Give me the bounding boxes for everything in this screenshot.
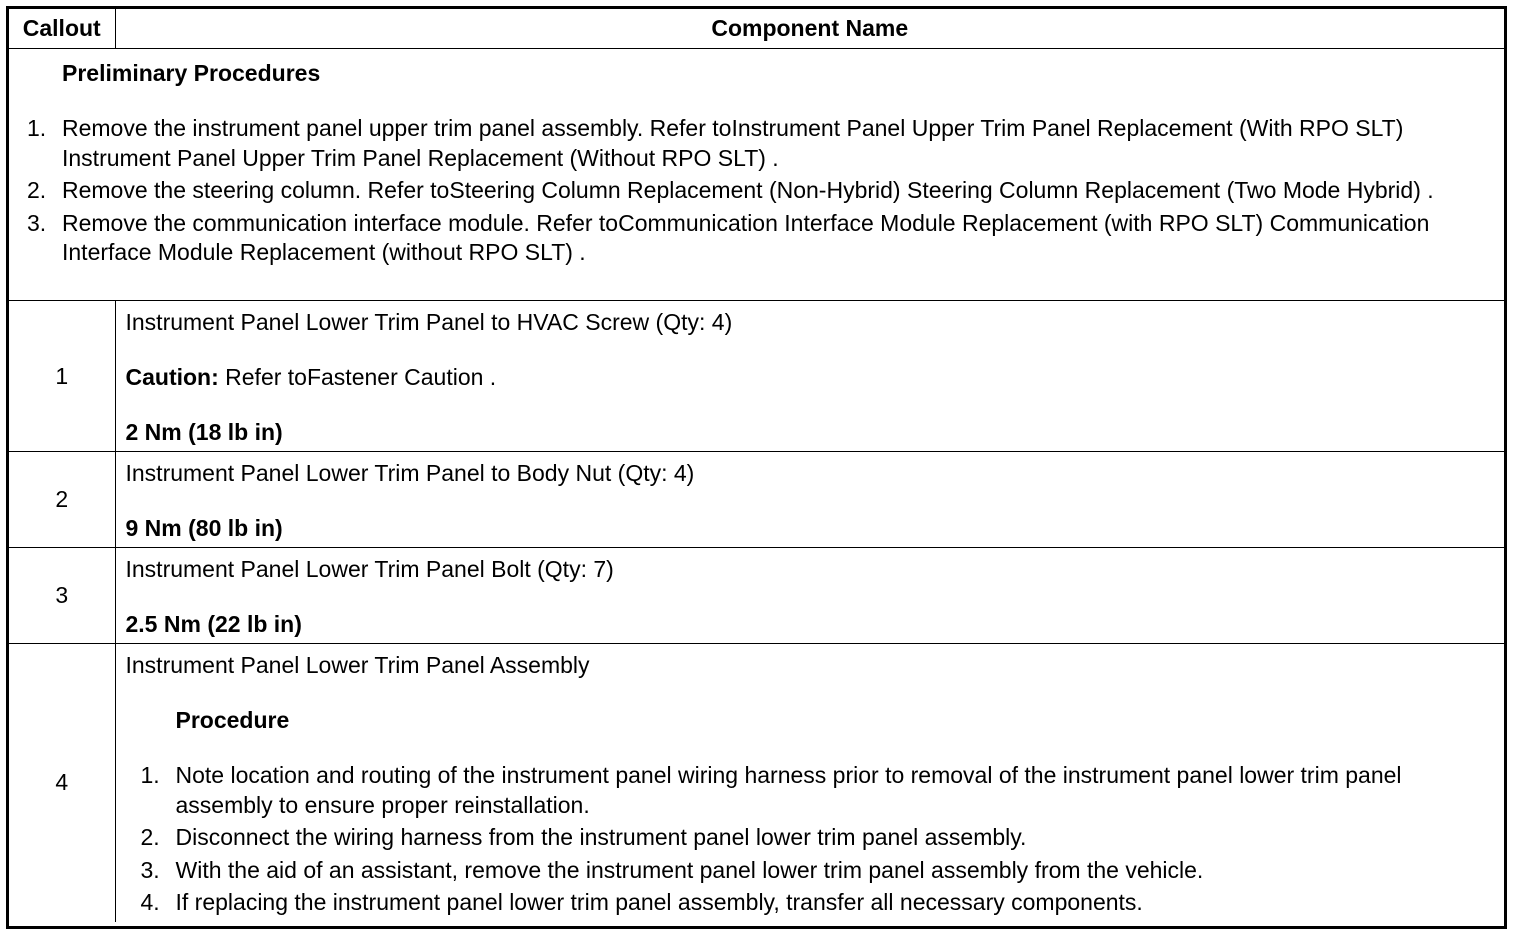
table-row: [9, 548, 1504, 644]
step-text: Remove the steering column. Refer toSteering Column Replacement (Non-Hybrid) Steering Column Replacement (Two Mode Hybrid) .: [62, 177, 1434, 203]
preliminary-steps: [9, 114, 1504, 268]
table-header-row: [9, 9, 1504, 49]
procedure-table-frame: [6, 6, 1507, 929]
procedure-steps: [126, 761, 1495, 918]
torque-spec: 2.5 Nm (22 lb in): [125, 611, 302, 637]
callout-number: 2: [9, 452, 115, 548]
table-row: [9, 452, 1504, 548]
component-cell: [115, 301, 1504, 452]
table-row: [9, 301, 1504, 452]
caution-note: [126, 364, 1495, 391]
procedure-step: [126, 856, 1495, 886]
preliminary-cell: [9, 49, 1504, 301]
step-text: Remove the communication interface module. Refer toCommunication Interface Module Replacement (with RPO SLT) Communication Interface Module Replacement (without RPO SLT) .: [62, 209, 1430, 265]
step-number: 1.: [27, 115, 47, 141]
procedure-step: [126, 888, 1495, 918]
caution-label: Caution:: [125, 364, 219, 390]
preliminary-row: [9, 49, 1504, 301]
procedure-step: [126, 761, 1495, 820]
callout-number: 4: [9, 644, 115, 922]
step-text: If replacing the instrument panel lower trim panel assembly, transfer all necessary components.: [175, 889, 1143, 915]
step-text: Remove the instrument panel upper trim panel assembly. Refer toInstrument Panel Upper Trim Panel Replacement (With RPO SLT) Instrument Panel Upper Trim Panel Replacement (Without RPO SLT) .: [62, 115, 1404, 171]
step-number: 1.: [140, 762, 160, 788]
callout-number: 3: [9, 548, 115, 644]
component-name: Instrument Panel Lower Trim Panel Bolt (Qty: 7): [125, 556, 614, 582]
preliminary-step: [9, 176, 1504, 206]
step-number: 2.: [140, 824, 160, 850]
component-table: [9, 9, 1504, 922]
caution-text: Refer toFastener Caution .: [218, 364, 497, 390]
step-number: 4.: [140, 889, 160, 915]
header-component-name: Component Name: [115, 9, 1504, 49]
procedure-title: Procedure: [175, 707, 290, 733]
step-text: With the aid of an assistant, remove the instrument panel lower trim panel assembly from the vehicle.: [175, 856, 1204, 883]
component-name: Instrument Panel Lower Trim Panel Assembly: [125, 652, 590, 678]
component-cell: [115, 548, 1504, 644]
torque-spec: 2 Nm (18 lb in): [125, 419, 283, 445]
step-number: 3.: [140, 856, 160, 883]
component-name: Instrument Panel Lower Trim Panel to HVAC Screw (Qty: 4): [125, 309, 733, 335]
step-text: Disconnect the wiring harness from the instrument panel lower trim panel assembly.: [175, 824, 1027, 850]
step-number: 3.: [27, 209, 47, 236]
component-cell: [115, 452, 1504, 548]
procedure-step: [126, 823, 1495, 853]
callout-number: 1: [9, 301, 115, 452]
step-number: 2.: [27, 177, 47, 203]
component-cell: [115, 644, 1504, 922]
preliminary-step: [9, 114, 1504, 173]
step-text: Note location and routing of the instrument panel wiring harness prior to removal of the instrument panel lower trim panel assembly to ensure proper reinstallation.: [175, 762, 1402, 818]
torque-spec: 9 Nm (80 lb in): [125, 515, 283, 541]
header-callout: Callout: [9, 9, 115, 49]
component-name: Instrument Panel Lower Trim Panel to Body Nut (Qty: 4): [125, 460, 695, 486]
preliminary-title: Preliminary Procedures: [62, 60, 321, 86]
table-row: [9, 644, 1504, 922]
preliminary-step: [9, 209, 1504, 268]
